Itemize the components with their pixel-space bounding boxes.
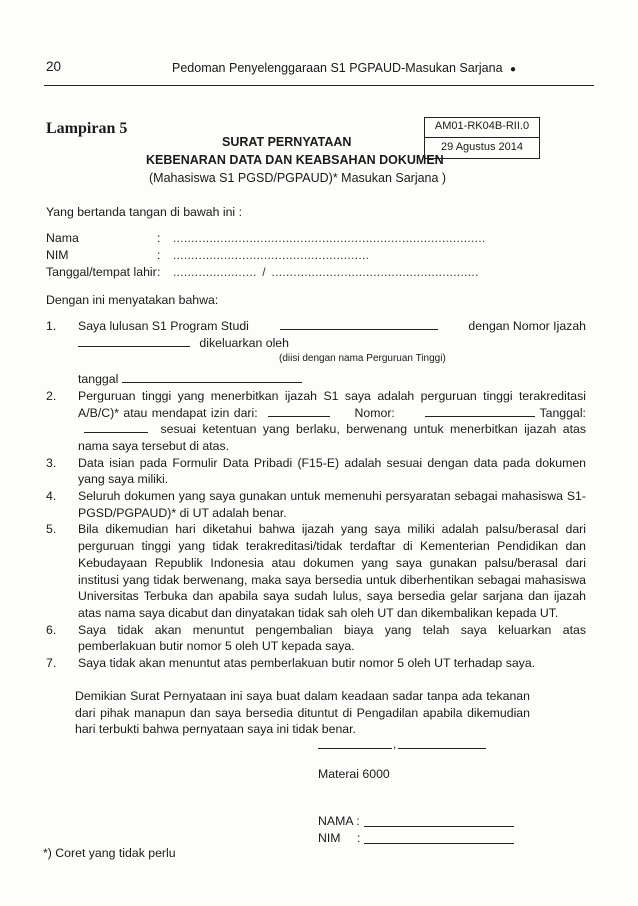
field-dots-nama: ......................................................................................: [173, 231, 486, 245]
page-number: 20: [46, 59, 62, 74]
signature-nim-label: NIM: [318, 831, 341, 845]
date-blank: [122, 371, 302, 383]
list-item: [46, 388, 586, 455]
list-text: Saya tidak akan menuntut pengembalian biaya yang telah saya keluarkan atas pemberlakuan butir nomor 5 oleh UT kepada saya.: [78, 622, 586, 654]
list-text: Data isian pada Formulir Data Pribadi (F15-E) adalah sesuai dengan data pada dokumen yang saya miliki.: [78, 455, 586, 487]
doc-date: 29 Agustus 2014: [441, 141, 523, 153]
doc-title-line1: SURAT PERNYATAAN: [222, 135, 352, 149]
signature-name-label: NAMA :: [318, 814, 360, 828]
permit-number-blank: [425, 405, 535, 417]
list-number: 7.: [46, 656, 57, 671]
list-item: [46, 318, 586, 388]
field-label-nim: NIM: [46, 248, 69, 262]
field-colon: :: [157, 231, 161, 245]
list-number: 4.: [46, 489, 57, 504]
doc-title-line3: (Mahasiswa S1 PGSD/PGPAUD)* Masukan Sarjana ): [149, 171, 447, 185]
list-text: Saya tidak akan menuntut atas pemberlakuan butir nomor 5 oleh UT terhadap saya.: [78, 656, 536, 671]
field-dots-nim: ......................................................: [173, 248, 370, 262]
field-slash: /: [262, 265, 266, 279]
list-number: 5.: [46, 522, 57, 537]
study-program-blank: [280, 318, 438, 330]
list-item: [46, 455, 586, 488]
permit-date-blank: [84, 421, 148, 433]
field-colon: :: [157, 265, 161, 279]
doc-title-line2: KEBENARAN DATA DAN KEABSAHAN DOKUMEN: [146, 153, 444, 167]
signature-nim-colon: :: [357, 831, 361, 845]
list-text: [78, 388, 586, 455]
field-dots-ttl: [173, 265, 479, 279]
list-item: [46, 488, 586, 521]
list-number: 6.: [46, 622, 57, 637]
item1-text-d: tanggal: [78, 372, 119, 387]
field-dots-place: .........................................................: [271, 265, 479, 279]
item1-text-a: Saya lulusan S1 Program Studi: [78, 319, 249, 333]
field-label-nama: Nama: [46, 231, 79, 245]
item2-text-d: sesuai ketentuan yang berlaku, berwenang untuk menerbitkan ijazah atas nama saya tersebut di atas.: [78, 422, 586, 453]
list-number: 2.: [46, 388, 57, 403]
declaration-intro: Dengan ini menyatakan bahwa:: [46, 293, 219, 307]
list-item: [46, 655, 586, 672]
bullet-icon: ●: [510, 64, 517, 75]
closing-paragraph: Demikian Surat Pernyataan ini saya buat dalam keadaan sadar tanpa ada tekanan dari pihak manapun dan saya bersedia dituntut di Pengadilan apabila dikemudian hari terbukti bahwa pernyataan saya ini tidak benar.: [75, 689, 530, 737]
item1-note: (diisi dengan nama Perguruan Tinggi): [279, 353, 446, 365]
diploma-number-blank: [78, 335, 190, 347]
item2-text-a: Perguruan tinggi yang menerbitkan ijazah S1 saya adalah perguruan tinggi terakreditasi A/B/C)* atau mendapat izin dari:: [78, 388, 586, 420]
attachment-label: Lampiran 5: [46, 120, 128, 137]
sign-date-blank: [398, 748, 486, 749]
signature-nim-blank: [364, 843, 514, 844]
header-rule: [44, 85, 594, 86]
place-blank: [318, 748, 392, 749]
list-item: [46, 622, 586, 655]
list-text: Bila dikemudian hari diketahui bahwa ijazah yang saya miliki adalah palsu/berasal dari perguruan tinggi yang tidak terakreditasi/tidak terdaftar di Kementerian Pendidikan dan Kebudayaan Republik Indonesia atau dokumen yang saya gunakan palsu/berasal dari institusi yang tidak berwenang, maka saya bersedia untuk diberhentikan sebagai mahasiswa Universitas Terbuka dan apabila saya sudah lulus, saya bersedia gelar sarjana dan ijazah atas nama saya dicabut dan dinyatakan tidak sah oleh UT dan dikembalikan kepada UT.: [78, 522, 586, 620]
stamp-label: Materai 6000: [318, 767, 390, 781]
list-number: 1.: [46, 319, 57, 333]
permit-blank: [268, 405, 330, 417]
item2-text-c: Tanggal:: [539, 405, 586, 420]
field-colon: :: [157, 248, 161, 262]
field-label-ttl: Tanggal/tempat lahir: [46, 265, 157, 279]
item1-text-c: dikeluarkan oleh: [199, 335, 289, 350]
field-dots-date: .......................: [173, 265, 257, 279]
signature-comma: ,: [393, 737, 397, 751]
list-item: [46, 521, 586, 621]
list-text: [78, 318, 586, 388]
running-header-title: Pedoman Penyelenggaraan S1 PGPAUD-Masukan Sarjana: [172, 61, 503, 75]
doc-code-divider: [425, 137, 539, 138]
list-number: 3.: [46, 455, 57, 470]
footnote: *) Coret yang tidak perlu: [43, 846, 176, 860]
running-header: [172, 61, 516, 75]
item2-text-b: Nomor:: [354, 405, 395, 420]
intro-text: Yang bertanda tangan di bawah ini :: [46, 205, 242, 219]
list-text: Seluruh dokumen yang saya gunakan untuk memenuhi persyaratan sebagai mahasiswa S1-PGSD/PGPAUD)* di UT adalah benar.: [78, 489, 586, 520]
doc-code: AM01-RK04B-RII.0: [434, 120, 530, 132]
item1-text-b: dengan Nomor Ijazah: [468, 319, 586, 333]
statement-list: [46, 318, 586, 672]
signature-name-blank: [364, 826, 514, 827]
